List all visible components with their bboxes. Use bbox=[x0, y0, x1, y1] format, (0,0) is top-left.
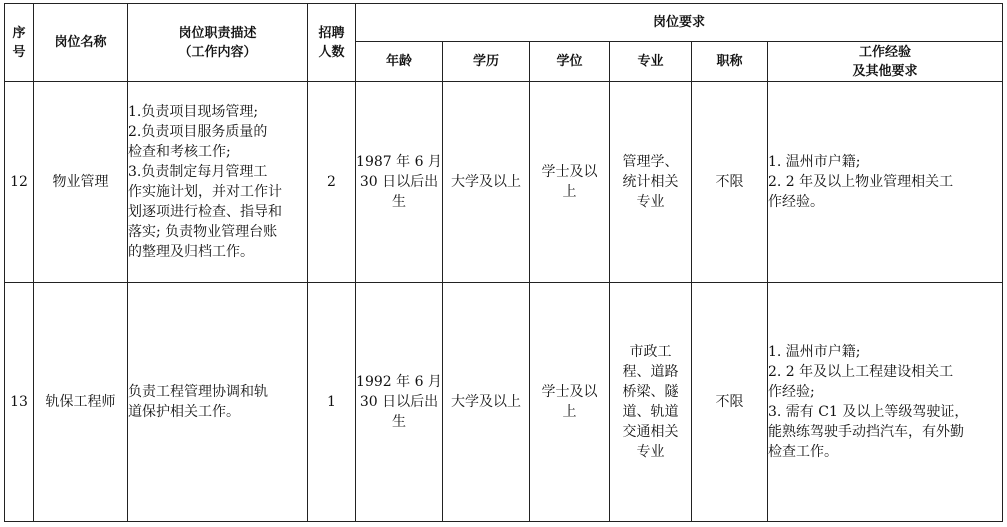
header-major: 专业 bbox=[610, 42, 692, 82]
cell-title: 不限 bbox=[692, 82, 768, 283]
cell-degree: 学士及以 上 bbox=[530, 283, 610, 522]
header-degree: 学位 bbox=[530, 42, 610, 82]
header-education: 学历 bbox=[443, 42, 530, 82]
cell-duties: 负责工程管理协调和轨 道保护相关工作。 bbox=[128, 283, 308, 522]
job-requirements-table bbox=[4, 3, 1003, 522]
cell-age: 1987 年 6 月 30 日以后出 生 bbox=[356, 82, 443, 283]
cell-serial: 13 bbox=[5, 283, 34, 522]
cell-serial: 12 bbox=[5, 82, 34, 283]
cell-degree: 学士及以 上 bbox=[530, 82, 610, 283]
header-experience: 工作经验 及其他要求 bbox=[768, 42, 1003, 82]
cell-headcount: 1 bbox=[308, 283, 356, 522]
cell-headcount: 2 bbox=[308, 82, 356, 283]
cell-position-name: 物业管理 bbox=[34, 82, 128, 283]
recruitment-table-page bbox=[4, 3, 1002, 522]
header-serial: 序 号 bbox=[5, 4, 34, 82]
cell-education: 大学及以上 bbox=[443, 283, 530, 522]
header-duties: 岗位职责描述 （工作内容） bbox=[128, 4, 308, 82]
cell-position-name: 轨保工程师 bbox=[34, 283, 128, 522]
header-age: 年龄 bbox=[356, 42, 443, 82]
table-row bbox=[5, 283, 1003, 522]
cell-education: 大学及以上 bbox=[443, 82, 530, 283]
cell-experience: 1. 温州市户籍; 2. 2 年及以上工程建设相关工 作经验; 3. 需有 C1 及以上等级驾驶证， 能熟练驾驶手动挡汽车，有外勤 检查工作。 bbox=[768, 283, 1003, 522]
cell-major: 市政工 程、道路 桥梁、隧 道、轨道 交通相关 专业 bbox=[610, 283, 692, 522]
header-row-top bbox=[5, 4, 1003, 42]
header-position-name: 岗位名称 bbox=[34, 4, 128, 82]
header-headcount: 招聘 人数 bbox=[308, 4, 356, 82]
table-row bbox=[5, 82, 1003, 283]
cell-title: 不限 bbox=[692, 283, 768, 522]
cell-major: 管理学、 统计相关 专业 bbox=[610, 82, 692, 283]
cell-age: 1992 年 6 月 30 日以后出 生 bbox=[356, 283, 443, 522]
cell-duties: 1.负责项目现场管理; 2.负责项目服务质量的 检查和考核工作; 3.负责制定每月管理工 作实施计划，并对工作计 划逐项进行检查、指导和 落实; 负责物业管理台账 的整理及归档工作。 bbox=[128, 82, 308, 283]
cell-experience: 1. 温州市户籍; 2. 2 年及以上物业管理相关工 作经验。 bbox=[768, 82, 1003, 283]
header-requirements: 岗位要求 bbox=[356, 4, 1003, 42]
header-title: 职称 bbox=[692, 42, 768, 82]
